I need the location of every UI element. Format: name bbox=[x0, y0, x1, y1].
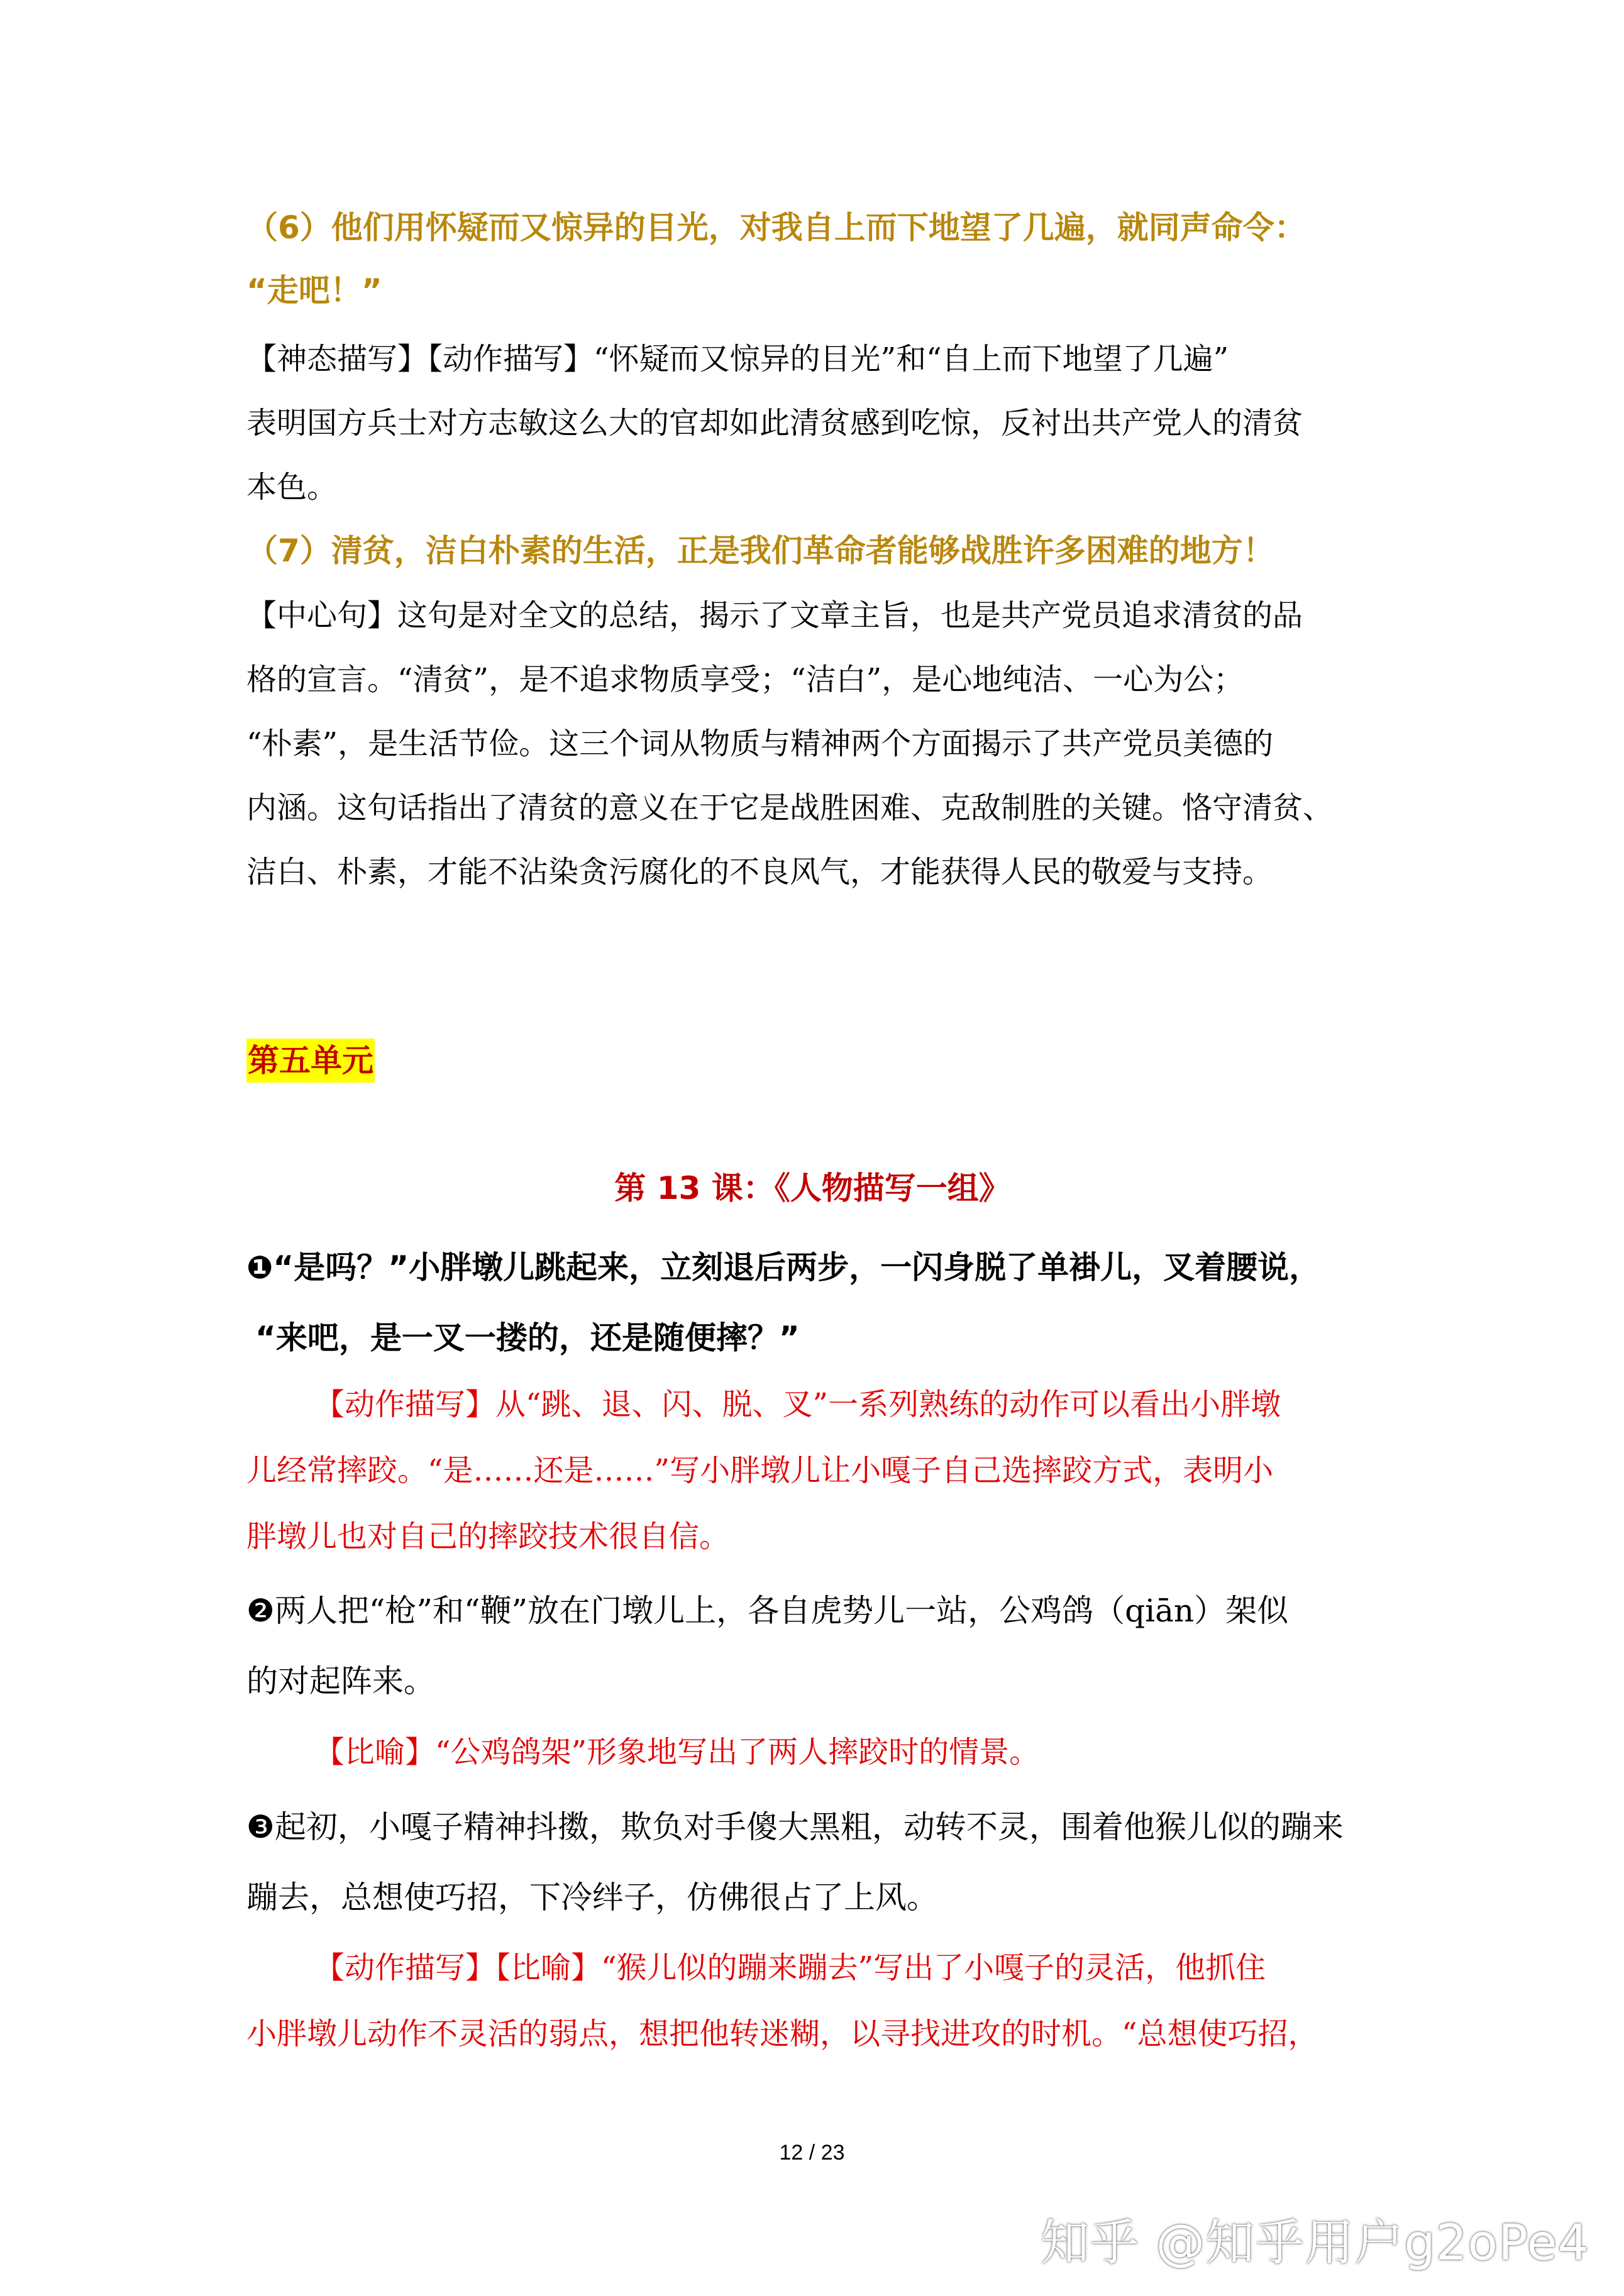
page-number: 12 / 23 bbox=[779, 2141, 845, 2165]
analysis-line: 【动作描写】【比喻】“猴儿似的蹦来蹦去”写出了小嘎子的灵活，他抓住 bbox=[314, 1950, 1266, 1985]
item-1-line-2: “来吧，是一叉一搂的，还是随便摔？” bbox=[255, 1320, 800, 1356]
item-2-text-1: 两人把“枪”和“鞭”放在门墩儿上，各自虎势儿一站，公鸡鸽（qiān）架似 bbox=[274, 1592, 1289, 1629]
watermark: 知乎 @知乎用户g2oPe4 bbox=[1040, 2215, 1589, 2271]
item-1-text-1: “是吗？”小胖墩儿跳起来，立刻退后两步，一闪身脱了单褂儿，叉着腰说， bbox=[273, 1249, 1321, 1286]
item-3-text-1: 起初，小嘎子精神抖擞，欺负对手傻大黑粗，动转不灵，围着他猴儿似的蹦来 bbox=[274, 1809, 1344, 1845]
analysis-line: 【神态描写】【动作描写】“怀疑而又惊异的目光”和“自上而下地望了几遍” bbox=[246, 341, 1229, 377]
item-2-line-1 bbox=[246, 1576, 1378, 1646]
item-3 bbox=[246, 1792, 1378, 1933]
analysis-line: 小胖墩儿动作不灵活的弱点，想把他转迷糊，以寻找进攻的时机。“总想使巧招， bbox=[246, 2016, 1318, 2051]
analysis-line: 儿经常摔跤。“是……还是……”写小胖墩儿让小嘎子自己选摔跤方式，表明小 bbox=[246, 1453, 1274, 1488]
question-6-analysis bbox=[246, 327, 1378, 519]
analysis-line: “朴素”，是生活节俭。这三个词从物质与精神两个方面揭示了共产党员美德的 bbox=[246, 726, 1274, 761]
question-7-analysis bbox=[246, 583, 1378, 904]
item-2 bbox=[246, 1576, 1378, 1716]
bullet-1-icon: ❶ bbox=[246, 1249, 273, 1286]
item-3-line-1 bbox=[246, 1792, 1378, 1862]
lesson-title: 第 13 课：《人物描写一组》 bbox=[614, 1170, 1010, 1206]
question-7 bbox=[246, 519, 1378, 582]
bullet-3-icon: ❸ bbox=[246, 1809, 275, 1845]
item-3-analysis bbox=[246, 1935, 1378, 2067]
analysis-line: 洁白、朴素，才能不沾染贪污腐化的不良风气，才能获得人民的敬爱与支持。 bbox=[246, 854, 1273, 890]
analysis-line: 胖墩儿也对自己的摔跤技术很自信。 bbox=[246, 1519, 730, 1554]
unit-title: 第五单元 bbox=[246, 1039, 375, 1083]
analysis-line: 【比喻】“公鸡鸽架”形象地写出了两人摔跤时的情景。 bbox=[314, 1735, 1040, 1770]
item-1 bbox=[246, 1232, 1378, 1373]
item-3-line-2: 蹦去，总想使巧招，下冷绊子，仿佛很占了上风。 bbox=[246, 1879, 938, 1916]
analysis-line: 【中心句】这句是对全文的总结，揭示了文章主旨，也是共产党员追求清贫的品 bbox=[246, 598, 1303, 633]
question-7-line-1: （7）清贫，洁白朴素的生活，正是我们革命者能够战胜许多困难的地方！ bbox=[246, 533, 1274, 569]
analysis-line: 格的宣言。“清贫”，是不追求物质享受；“洁白”，是心地纯洁、一心为公； bbox=[246, 662, 1244, 697]
bullet-2-icon: ❷ bbox=[246, 1592, 275, 1629]
question-6 bbox=[246, 196, 1378, 322]
item-1-line-1 bbox=[246, 1232, 1378, 1303]
question-6-line-1: （6）他们用怀疑而又惊异的目光，对我自上而下地望了几遍，就同声命令： bbox=[246, 209, 1306, 246]
item-2-line-2: 的对起阵来。 bbox=[246, 1663, 435, 1699]
analysis-line: 内涵。这句话指出了清贫的意义在于它是战胜困难、克敌制胜的关键。恪守清贫、 bbox=[246, 790, 1334, 825]
question-6-line-2: “走吧！” bbox=[246, 272, 382, 309]
analysis-line: 【动作描写】从“跳、退、闪、脱、叉”一系列熟练的动作可以看出小胖墩 bbox=[314, 1387, 1281, 1422]
analysis-line: 表明国方兵士对方志敏这么大的官却如此清贫感到吃惊，反衬出共产党人的清贫 bbox=[246, 406, 1303, 441]
analysis-line: 本色。 bbox=[246, 470, 338, 505]
item-1-analysis bbox=[246, 1372, 1378, 1570]
item-2-analysis bbox=[246, 1719, 1378, 1785]
